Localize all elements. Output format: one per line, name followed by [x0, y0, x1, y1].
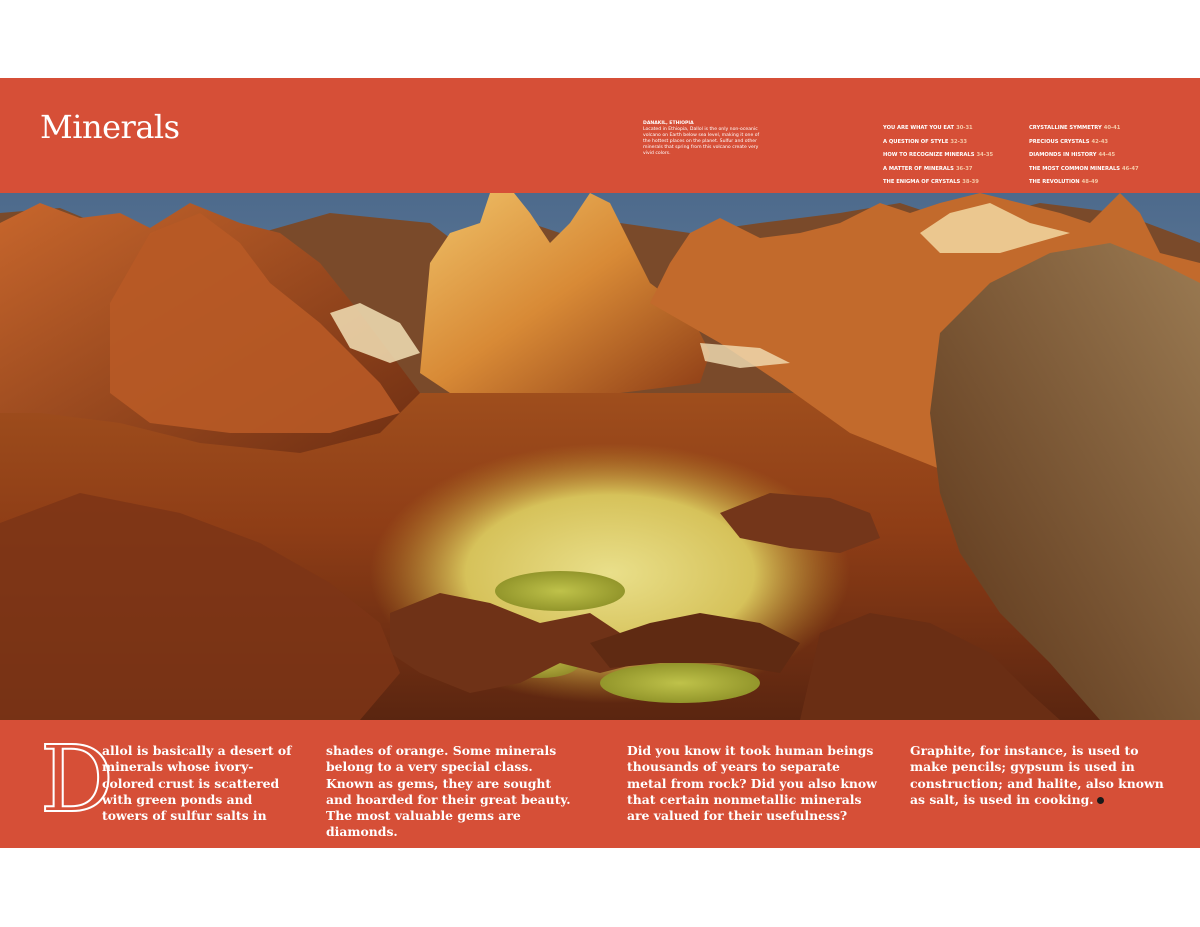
toc-item[interactable] — [1029, 125, 1139, 139]
toc-item[interactable] — [883, 179, 993, 193]
toc-item[interactable] — [1029, 166, 1139, 180]
toc-item-label: THE REVOLUTION — [1029, 179, 1080, 185]
toc-item-pages: 42-43 — [1091, 138, 1109, 145]
body-column-2: shades of orange. Some minerals belong to a very special class. Known as gems, they are sought and hoarded for their great beauty. The most valuable gems are diamonds. — [326, 743, 571, 840]
toc-item-pages: 46-47 — [1122, 165, 1139, 172]
toc-item[interactable] — [1029, 139, 1139, 153]
toc-item-pages: 44-45 — [1098, 152, 1116, 158]
toc-item-label: CRYSTALLINE SYMMETRY — [1029, 125, 1102, 131]
photo-caption — [643, 121, 768, 157]
toc-left-column — [883, 125, 993, 193]
toc-item-label: DIAMONDS IN HISTORY — [1029, 152, 1097, 158]
toc-item[interactable] — [883, 139, 993, 153]
body-column-4-text: Graphite, for instance, is used to make pencils; gypsum is used in construction; and halite, also known as salt, is used in cooking. — [910, 743, 1164, 807]
toc-item[interactable] — [1029, 152, 1139, 166]
toc-item-pages: 38-39 — [962, 179, 979, 185]
toc-item-label: PRECIOUS CRYSTALS — [1029, 138, 1090, 145]
toc-item[interactable] — [883, 152, 993, 166]
toc-item-label: A MATTER OF MINERALS — [883, 165, 954, 172]
magazine-spread — [0, 78, 1200, 848]
toc-item-pages: 36-37 — [955, 165, 973, 172]
toc-item-pages: 32-33 — [950, 138, 967, 145]
body-column-3: Did you know it took human beings thousands of years to separate metal from rock? Did you also know that certain nonmetallic minerals are valued for their usefulness? — [627, 743, 877, 824]
toc-item[interactable] — [883, 125, 993, 139]
toc-item-pages: 40-41 — [1103, 125, 1121, 131]
end-mark-icon — [1097, 797, 1104, 804]
toc-item-pages: 34-35 — [976, 152, 994, 158]
toc-right-column — [1029, 125, 1139, 193]
caption-body: Located in Ethiopia, Dallol is the only non-oceanic volcano on Earth below sea level, making it one of the hottest places on the planet. Sulfur and other minerals that spring from this volcano create very vivid colors. — [643, 127, 760, 156]
toc-item-label: THE ENIGMA OF CRYSTALS — [883, 179, 961, 185]
toc-item-pages: 48-49 — [1081, 179, 1099, 185]
caption-heading: DANAKIL, ETHIOPIA — [643, 121, 694, 126]
body-column-4 — [910, 743, 1170, 808]
toc-item-label: YOU ARE WHAT YOU EAT — [883, 125, 955, 131]
drop-cap: D — [40, 726, 114, 833]
toc-item-label: THE MOST COMMON MINERALS — [1029, 165, 1121, 172]
toc-item[interactable] — [883, 166, 993, 180]
toc-item[interactable] — [1029, 179, 1139, 193]
toc-item-label: HOW TO RECOGNIZE MINERALS — [883, 152, 975, 158]
page-title: Minerals — [40, 108, 180, 146]
landscape-photo — [0, 193, 1200, 720]
body-column-1: allol is basically a desert of minerals whose ivory-colored crust is scattered with green ponds and towers of sulfur salts in — [102, 743, 292, 824]
toc-item-pages: 30-31 — [956, 125, 973, 131]
toc-item-label: A QUESTION OF STYLE — [883, 138, 949, 145]
